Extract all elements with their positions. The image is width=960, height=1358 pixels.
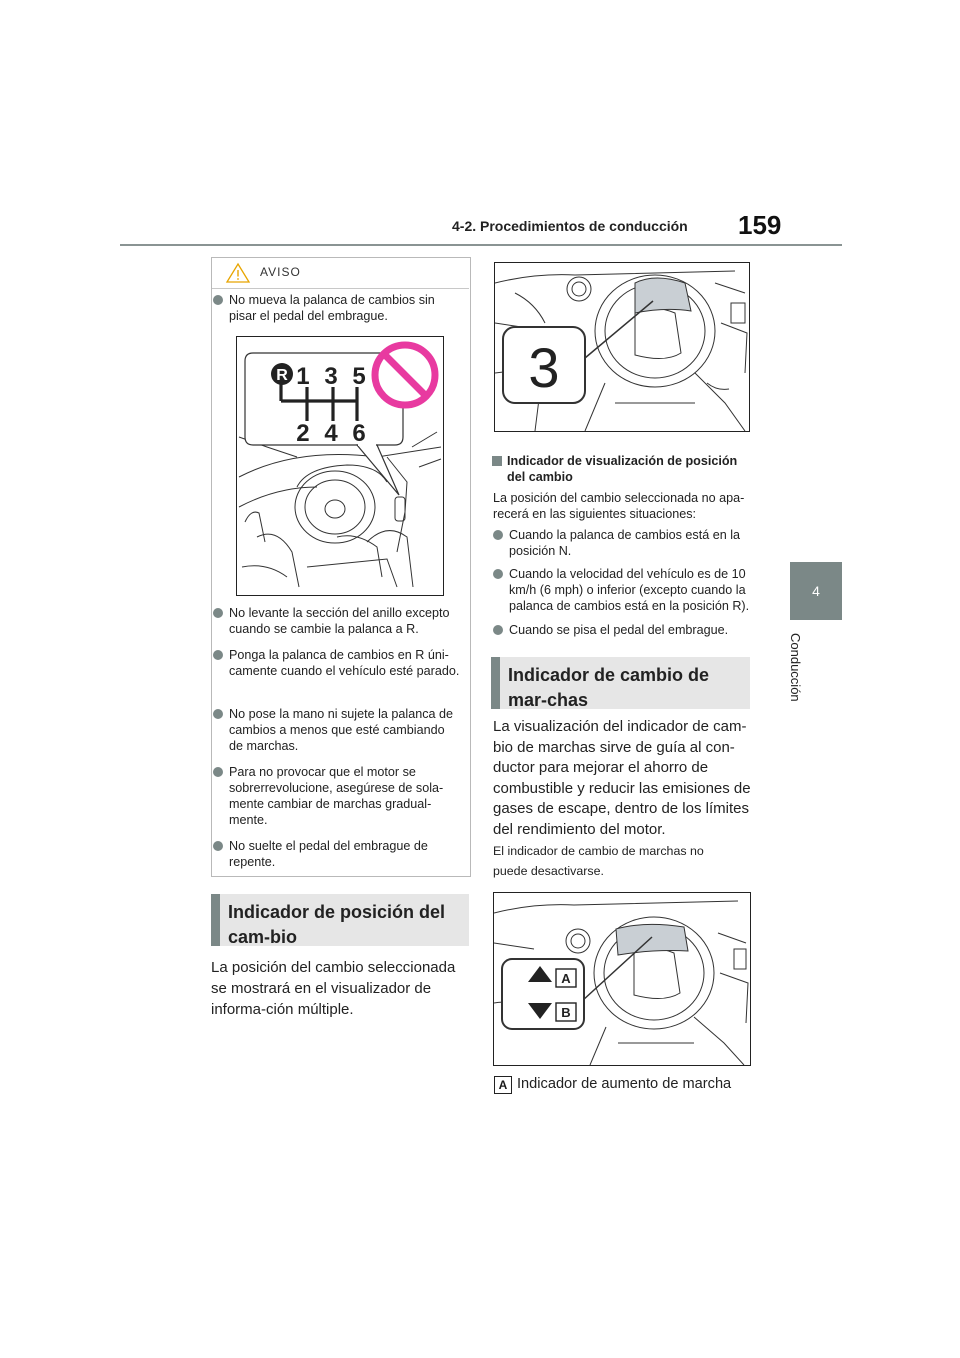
section-title: 4-2. Procedimientos de conducción: [452, 218, 688, 234]
bullet-icon: [213, 650, 223, 660]
gear-shift-drawing: [237, 337, 443, 595]
gear-shift-illustration: [236, 336, 444, 596]
section-note: El indicador de cambio de marchas no puede desactivarse.: [493, 844, 704, 878]
dashboard-drawing: [494, 893, 750, 1065]
warning-item: No mueva la palanca de cambios sin pisar el pedal del embrague.: [213, 292, 461, 324]
warning-triangle-icon: [225, 262, 251, 284]
bullet-icon: [213, 608, 223, 618]
svg-text:B: B: [561, 1005, 571, 1020]
page-number: 159: [738, 210, 782, 240]
section-body: La visualización del indicador de cam-bio de marchas sirve de guía al con-ductor para mejorar el ahorro de combustible y reducir las emisiones de gases de escape, dentro de los límites del rendimiento del motor.: [493, 718, 751, 838]
warning-item: No suelte el pedal del embrague de repente.: [213, 838, 461, 870]
bullet-icon: [213, 295, 223, 305]
svg-text:R: R: [276, 367, 288, 384]
section-heading: Indicador de posición del cam-bio: [211, 894, 469, 946]
svg-text:2 4 6: 2 4 6: [296, 420, 370, 447]
warning-title: AVISO: [260, 265, 301, 279]
svg-text:A: A: [561, 971, 571, 986]
subsection-intro: La posición del cambio seleccionada no apa-recerá en las siguientes situaciones:: [493, 491, 745, 521]
section-heading: Indicador de cambio de mar-chas: [491, 657, 750, 709]
chapter-tab[interactable]: 4: [790, 562, 842, 620]
bullet-icon: [493, 530, 503, 540]
square-bullet-icon: [492, 456, 502, 466]
bullet-icon: [493, 625, 503, 635]
bullet-icon: [213, 841, 223, 851]
subsection-title: Indicador de visualización de posición del cambio: [507, 454, 738, 484]
dashboard-drawing: [495, 263, 749, 431]
warning-item: Ponga la palanca de cambios en R úni-camente cuando el vehículo esté parado.: [213, 647, 461, 679]
chapter-tab-label: [781, 633, 811, 715]
chapter-label-text: Conducción: [788, 633, 803, 702]
bullet-icon: [493, 569, 503, 579]
svg-text:1 3 5: 1 3 5: [296, 363, 370, 390]
warning-item: No pose la mano ni sujete la palanca de cambios a menos que esté cambiando de marchas.: [213, 706, 461, 754]
legend-letter-badge: A: [494, 1076, 512, 1094]
gear-position-display-illustration: [494, 262, 750, 432]
header-rule: [120, 244, 842, 246]
warning-item: Para no provocar que el motor se sobrerrevolucione, asegúrese de sola-mente cambiar de marchas gradual-mente.: [213, 764, 461, 828]
subsection-item: Cuando la palanca de cambios está en la posición N.: [493, 527, 751, 559]
bullet-icon: [213, 767, 223, 777]
section-body: La posición del cambio seleccionada se mostrará en el visualizador de informa-ción múltiple.: [211, 959, 456, 1018]
subsection-item: Cuando la velocidad del vehículo es de 10 km/h (6 mph) o inferior (excepto cuando la palanca de cambios está en la posición R).: [493, 566, 751, 614]
legend-text: Indicador de aumento de marcha: [517, 1076, 732, 1092]
prohibited-icon: [375, 345, 435, 405]
subsection-item: Cuando se pisa el pedal del embrague.: [493, 622, 751, 638]
warning-divider: [212, 288, 469, 289]
shift-indicator-illustration: [493, 892, 751, 1066]
bullet-icon: [213, 709, 223, 719]
warning-item: No levante la sección del anillo excepto cuando se cambie la palanca a R.: [213, 605, 461, 637]
svg-text:3: 3: [528, 336, 560, 399]
